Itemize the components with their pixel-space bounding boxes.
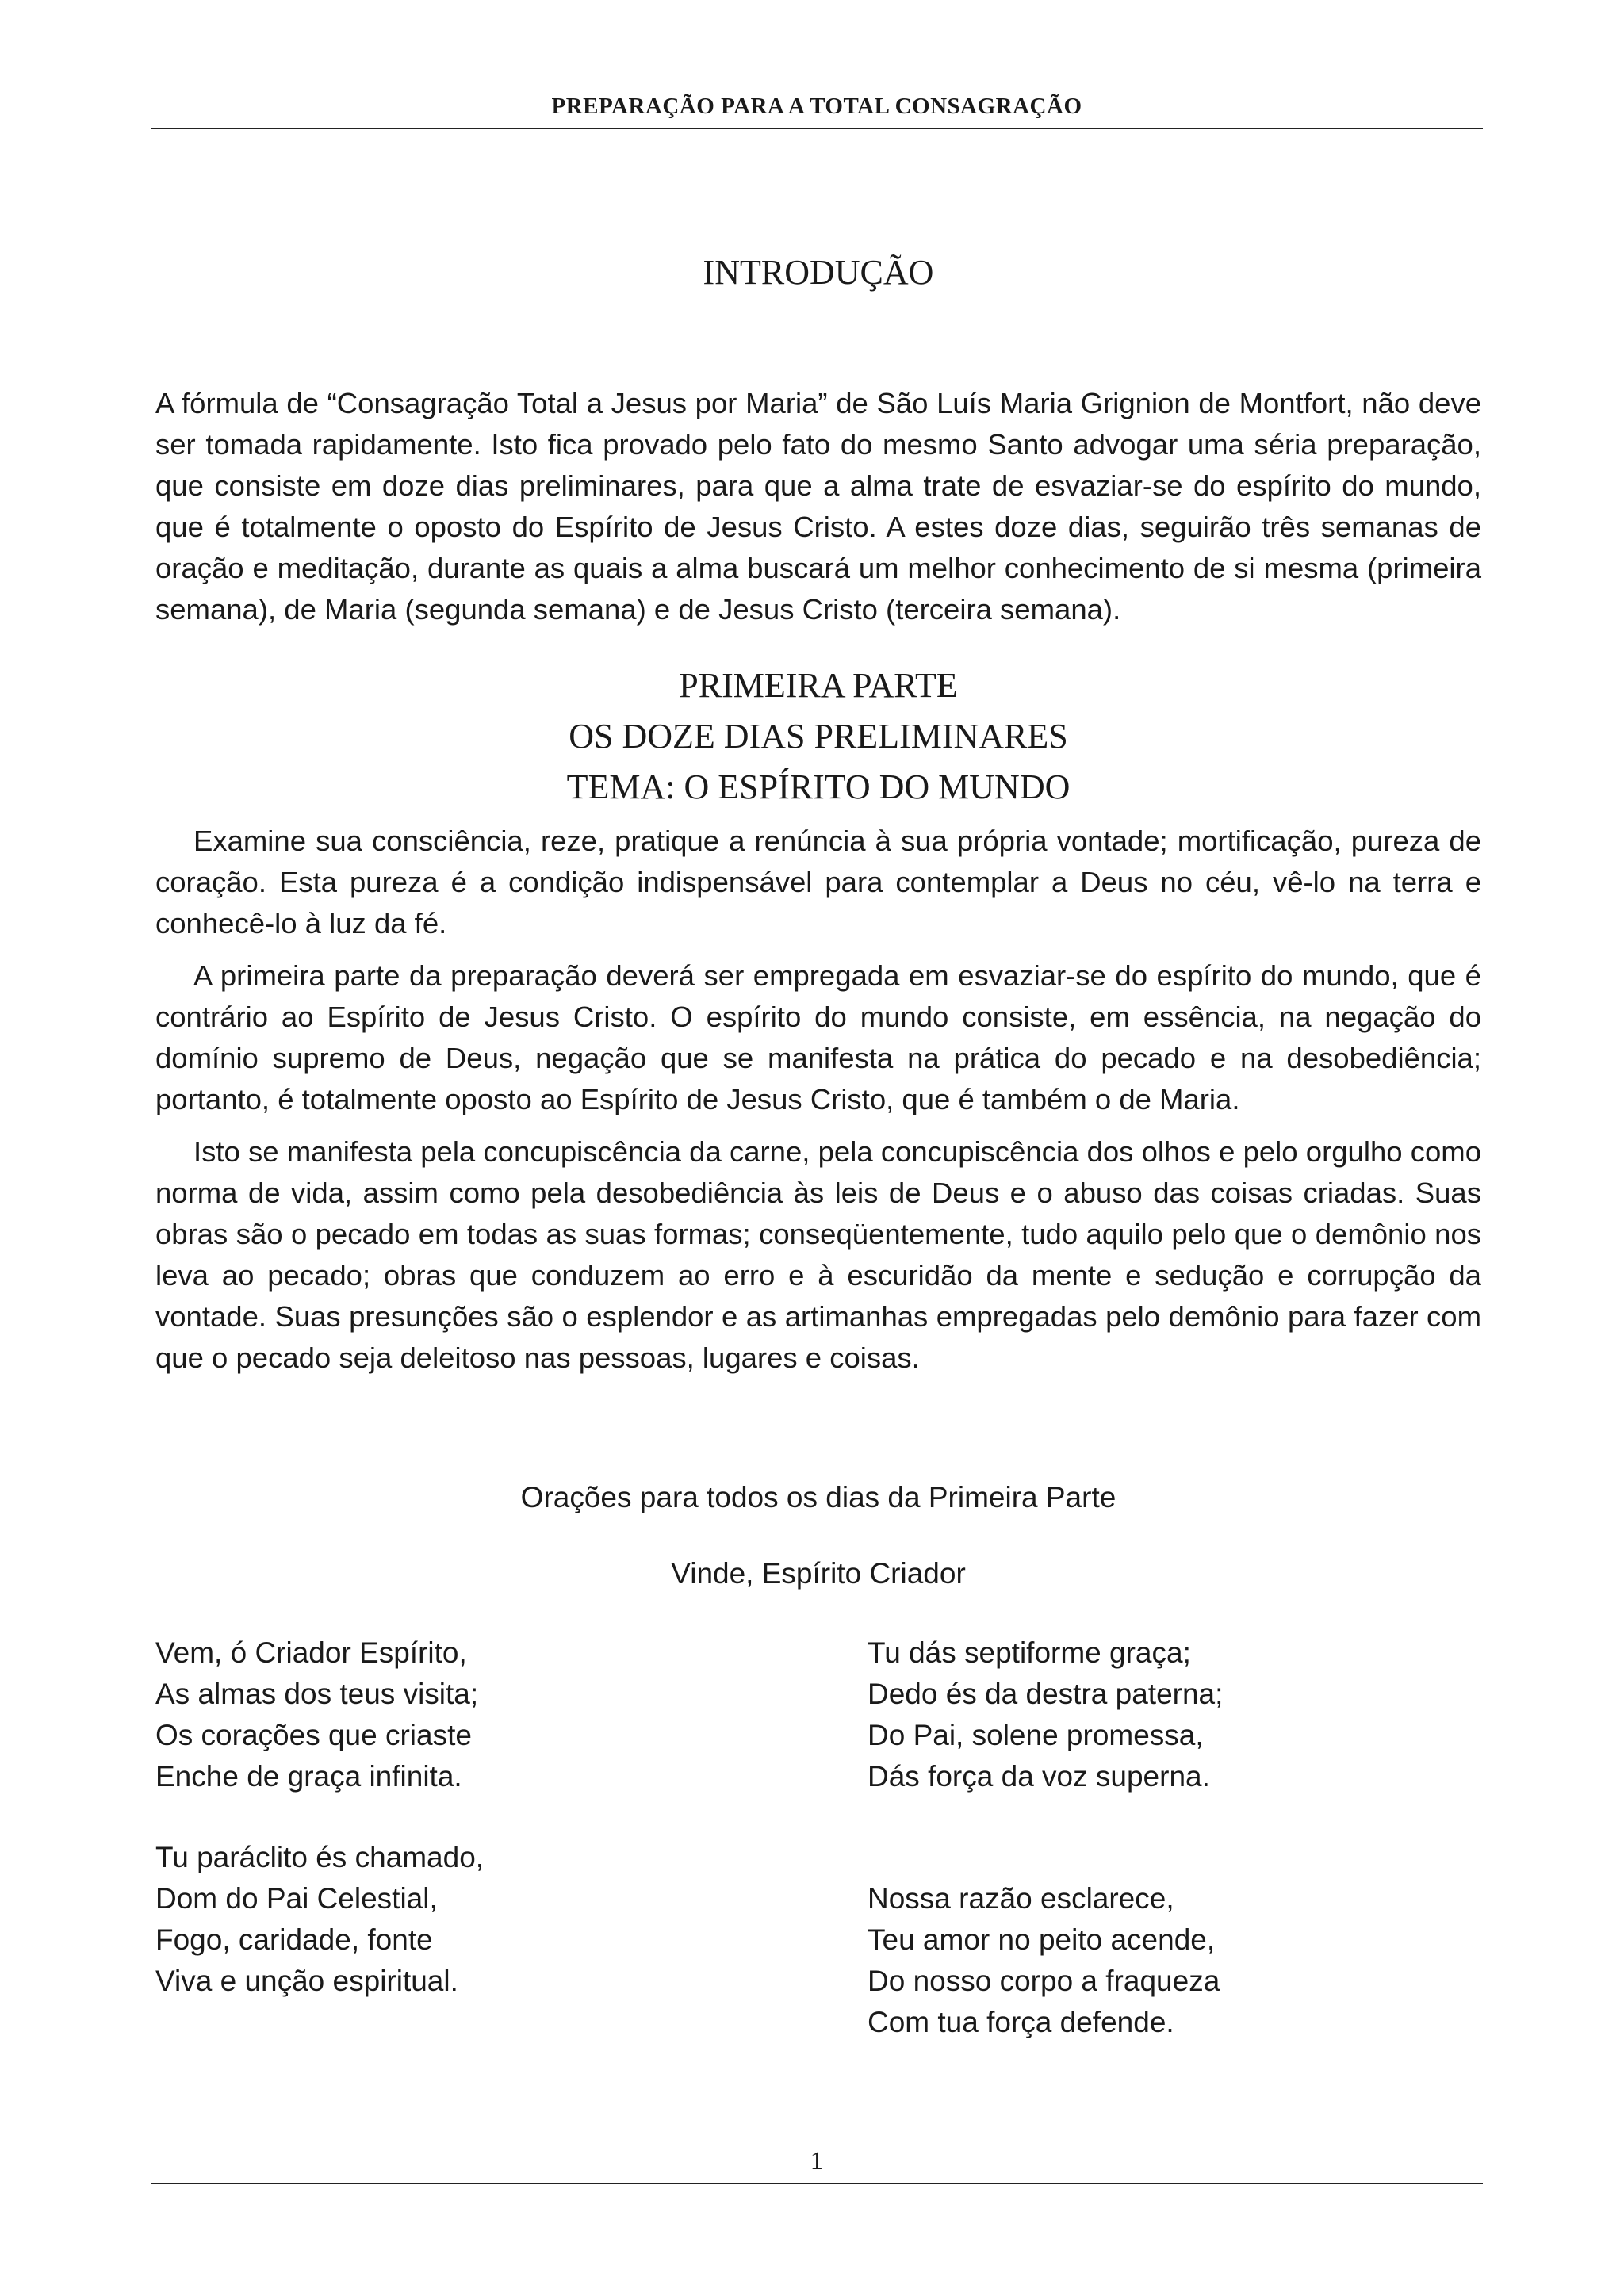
part-one-heading: [155, 660, 1481, 813]
hymn-verses: [155, 1632, 1481, 2045]
part-one-paragraph-2: A primeira parte da preparação deverá ser empregada em esvaziar-se do espírito do mundo, que é contrário ao Espírito de Jesus Cristo. O espírito do mundo consiste, em essência, na negação do domínio supremo de Deus, negação que se manifesta na prática do pecado e na desobediência; portanto, é totalmente oposto ao Espírito de Jesus Cristo, que é também o de Maria.: [155, 959, 1481, 1115]
hymn-line: Enche de graça infinita.: [155, 1760, 462, 1793]
part-one-title: PRIMEIRA PARTE: [679, 666, 958, 705]
intro-paragraph: A fórmula de “Consagração Total a Jesus por Maria” de São Luís Maria Grignion de Montfort, não deve ser tomada rapidamente. Isto fica provado pelo fato do mesmo Santo advogar uma séria preparação, que consiste em doze dias preliminares, para que a alma trate de esvaziar-se do espírito do mundo, que é totalmente o oposto do Espírito de Jesus Cristo. A estes doze dias, seguirão três semanas de oração e meditação, durante as quais a alma buscará um melhor conhecimento de si mesma (primeira semana), de Maria (segunda semana) e de Jesus Cristo (terceira semana).: [155, 387, 1481, 626]
hymn-stanza: [155, 1837, 484, 2002]
hymn-line: Com tua força defende.: [868, 2006, 1174, 2038]
intro-title: INTRODUÇÃO: [703, 253, 934, 292]
hymn-stanza: [868, 1632, 1223, 1797]
hymn-left-column: [155, 1632, 484, 2002]
hymn-stanza: [155, 1632, 484, 1797]
hymn-title: Vinde, Espírito Criador: [671, 1557, 966, 1590]
footer-rule: [151, 2183, 1483, 2184]
hymn-line: Tu dás septiforme graça;: [868, 1636, 1191, 1669]
hymn-line: As almas dos teus visita;: [155, 1678, 479, 1710]
hymn-line: Os corações que criaste: [155, 1719, 472, 1751]
page-number: 1: [810, 2147, 824, 2175]
running-header: PREPARAÇÃO PARA A TOTAL CONSAGRAÇÃO: [551, 94, 1082, 119]
hymn-line: Dás força da voz superna.: [868, 1760, 1210, 1793]
page-content: [155, 252, 1481, 2045]
hymn-line: Do Pai, solene promessa,: [868, 1719, 1204, 1751]
part-one-paragraph-1: Examine sua consciência, reze, pratique a renúncia à sua própria vontade; mortificação, pureza de coração. Esta pureza é a condição indispensável para contemplar a Deus no céu, vê-lo na terra e conhecê-lo à luz da fé.: [155, 825, 1481, 939]
header-rule: [151, 128, 1483, 129]
hymn-right-column: [868, 1632, 1223, 2043]
hymn-line: Fogo, caridade, fonte: [155, 1923, 433, 1956]
part-one-paragraph-3: Isto se manifesta pela concupiscência da carne, pela concupiscência dos olhos e pelo orgulho como norma de vida, assim como pela desobediência às leis de Deus e o abuso das coisas criadas. Suas obras são o pecado em todas as suas formas; conseqüentemente, tudo aquilo pelo que o demônio nos leva ao pecado; obras que conduzem ao erro e à escuridão da mente e sedução e corrupção da vontade. Suas presunções são o esplendor e as artimanhas empregadas pelo demônio para fazer com que o pecado seja deleitoso nas pessoas, lugares e coisas.: [155, 1135, 1481, 1374]
hymn-line: Viva e unção espiritual.: [155, 1965, 458, 1997]
hymn-stanza: [868, 1878, 1223, 2043]
hymn-line: Teu amor no peito acende,: [868, 1923, 1216, 1956]
hymn-line: Nossa razão esclarece,: [868, 1882, 1174, 1915]
hymn-line: Do nosso corpo a fraqueza: [868, 1965, 1220, 1997]
hymn-line: Dedo és da destra paterna;: [868, 1678, 1224, 1710]
part-one-subtitle: OS DOZE DIAS PRELIMINARES: [569, 717, 1068, 756]
hymn-line: Vem, ó Criador Espírito,: [155, 1636, 467, 1669]
hymn-line: Dom do Pai Celestial,: [155, 1882, 438, 1915]
prayers-section-title: Orações para todos os dias da Primeira Parte: [520, 1481, 1116, 1513]
hymn-line: Tu paráclito és chamado,: [155, 1841, 485, 1873]
part-one-theme: TEMA: O ESPÍRITO DO MUNDO: [566, 767, 1071, 806]
